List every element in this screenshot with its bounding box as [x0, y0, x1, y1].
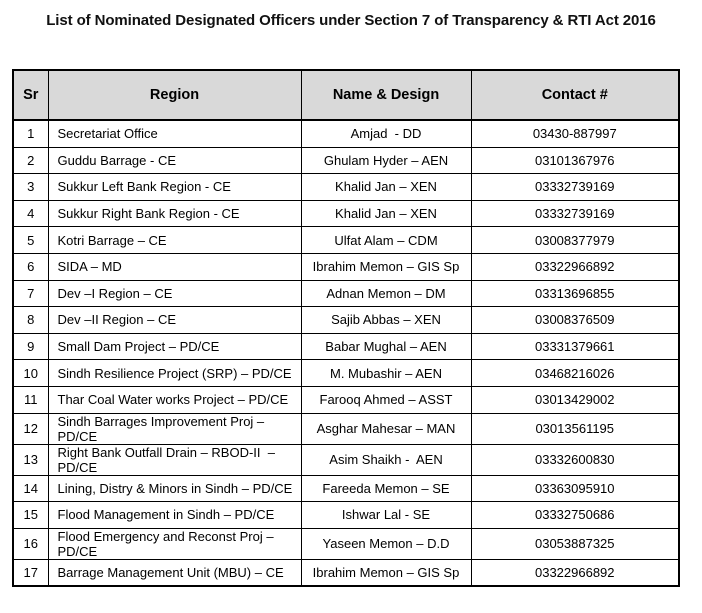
- cell-region: Dev –I Region – CE: [48, 280, 301, 307]
- table-row: [13, 413, 679, 444]
- cell-sr: 15: [13, 502, 48, 529]
- column-header-region: Region: [48, 70, 301, 120]
- cell-sr: 6: [13, 253, 48, 280]
- column-header-name: Name & Design: [301, 70, 471, 120]
- cell-name: Asim Shaikh - AEN: [301, 444, 471, 475]
- cell-contact: 03053887325: [471, 528, 679, 559]
- cell-name: Khalid Jan – XEN: [301, 174, 471, 201]
- cell-name: Ibrahim Memon – GIS Sp: [301, 253, 471, 280]
- cell-contact: 03013429002: [471, 386, 679, 413]
- cell-name: Farooq Ahmed – ASST: [301, 386, 471, 413]
- cell-contact: 03013561195: [471, 413, 679, 444]
- cell-name: Yaseen Memon – D.D: [301, 528, 471, 559]
- cell-region: Sindh Resilience Project (SRP) – PD/CE: [48, 360, 301, 387]
- cell-name: Khalid Jan – XEN: [301, 200, 471, 227]
- cell-name: Ghulam Hyder – AEN: [301, 147, 471, 174]
- table-row: [13, 307, 679, 334]
- cell-name: M. Mubashir – AEN: [301, 360, 471, 387]
- cell-region: Sukkur Left Bank Region - CE: [48, 174, 301, 201]
- cell-name: Ishwar Lal - SE: [301, 502, 471, 529]
- table-row: [13, 120, 679, 147]
- cell-sr: 12: [13, 413, 48, 444]
- cell-region: Kotri Barrage – CE: [48, 227, 301, 254]
- cell-region: Flood Emergency and Reconst Proj – PD/CE: [48, 528, 301, 559]
- table-row: [13, 528, 679, 559]
- cell-sr: 7: [13, 280, 48, 307]
- cell-sr: 13: [13, 444, 48, 475]
- cell-contact: 03332739169: [471, 200, 679, 227]
- cell-region: Thar Coal Water works Project – PD/CE: [48, 386, 301, 413]
- table-row: [13, 147, 679, 174]
- cell-contact: 03008376509: [471, 307, 679, 334]
- cell-sr: 4: [13, 200, 48, 227]
- table-row: [13, 559, 679, 586]
- cell-region: SIDA – MD: [48, 253, 301, 280]
- cell-region: Flood Management in Sindh – PD/CE: [48, 502, 301, 529]
- cell-sr: 14: [13, 475, 48, 502]
- column-header-contact: Contact #: [471, 70, 679, 120]
- cell-contact: 03313696855: [471, 280, 679, 307]
- cell-contact: 03332739169: [471, 174, 679, 201]
- cell-contact: 03331379661: [471, 333, 679, 360]
- cell-name: Sajib Abbas – XEN: [301, 307, 471, 334]
- table-header-row: [13, 70, 679, 120]
- cell-region: Guddu Barrage - CE: [48, 147, 301, 174]
- cell-contact: 03322966892: [471, 253, 679, 280]
- table-row: [13, 174, 679, 201]
- cell-region: Dev –II Region – CE: [48, 307, 301, 334]
- cell-name: Babar Mughal – AEN: [301, 333, 471, 360]
- cell-name: Asghar Mahesar – MAN: [301, 413, 471, 444]
- table-row: [13, 386, 679, 413]
- cell-region: Secretariat Office: [48, 120, 301, 147]
- cell-contact: 03322966892: [471, 559, 679, 586]
- officers-table: [12, 69, 680, 587]
- cell-sr: 17: [13, 559, 48, 586]
- cell-sr: 10: [13, 360, 48, 387]
- cell-sr: 2: [13, 147, 48, 174]
- cell-sr: 16: [13, 528, 48, 559]
- table-row: [13, 444, 679, 475]
- table-row: [13, 502, 679, 529]
- cell-sr: 1: [13, 120, 48, 147]
- cell-sr: 11: [13, 386, 48, 413]
- cell-contact: 03363095910: [471, 475, 679, 502]
- cell-contact: 03332600830: [471, 444, 679, 475]
- cell-region: Barrage Management Unit (MBU) – CE: [48, 559, 301, 586]
- table-row: [13, 200, 679, 227]
- cell-region: Sindh Barrages Improvement Proj – PD/CE: [48, 413, 301, 444]
- table-row: [13, 227, 679, 254]
- cell-contact: 03430-887997: [471, 120, 679, 147]
- cell-sr: 8: [13, 307, 48, 334]
- cell-name: Ibrahim Memon – GIS Sp: [301, 559, 471, 586]
- table-row: [13, 333, 679, 360]
- cell-contact: 03008377979: [471, 227, 679, 254]
- table-row: [13, 475, 679, 502]
- cell-contact: 03468216026: [471, 360, 679, 387]
- cell-region: Small Dam Project – PD/CE: [48, 333, 301, 360]
- cell-name: Ulfat Alam – CDM: [301, 227, 471, 254]
- page-title: List of Nominated Designated Officers under Section 7 of Transparency & RTI Act 2016: [46, 12, 656, 29]
- cell-region: Sukkur Right Bank Region - CE: [48, 200, 301, 227]
- cell-name: Fareeda Memon – SE: [301, 475, 471, 502]
- cell-contact: 03101367976: [471, 147, 679, 174]
- cell-sr: 3: [13, 174, 48, 201]
- table-row: [13, 253, 679, 280]
- cell-sr: 9: [13, 333, 48, 360]
- cell-contact: 03332750686: [471, 502, 679, 529]
- table-row: [13, 280, 679, 307]
- cell-name: Adnan Memon – DM: [301, 280, 471, 307]
- cell-region: Lining, Distry & Minors in Sindh – PD/CE: [48, 475, 301, 502]
- table-row: [13, 360, 679, 387]
- cell-sr: 5: [13, 227, 48, 254]
- cell-name: Amjad - DD: [301, 120, 471, 147]
- column-header-sr: Sr: [13, 70, 48, 120]
- cell-region: Right Bank Outfall Drain – RBOD-II – PD/CE: [48, 444, 301, 475]
- table-body: [13, 120, 679, 586]
